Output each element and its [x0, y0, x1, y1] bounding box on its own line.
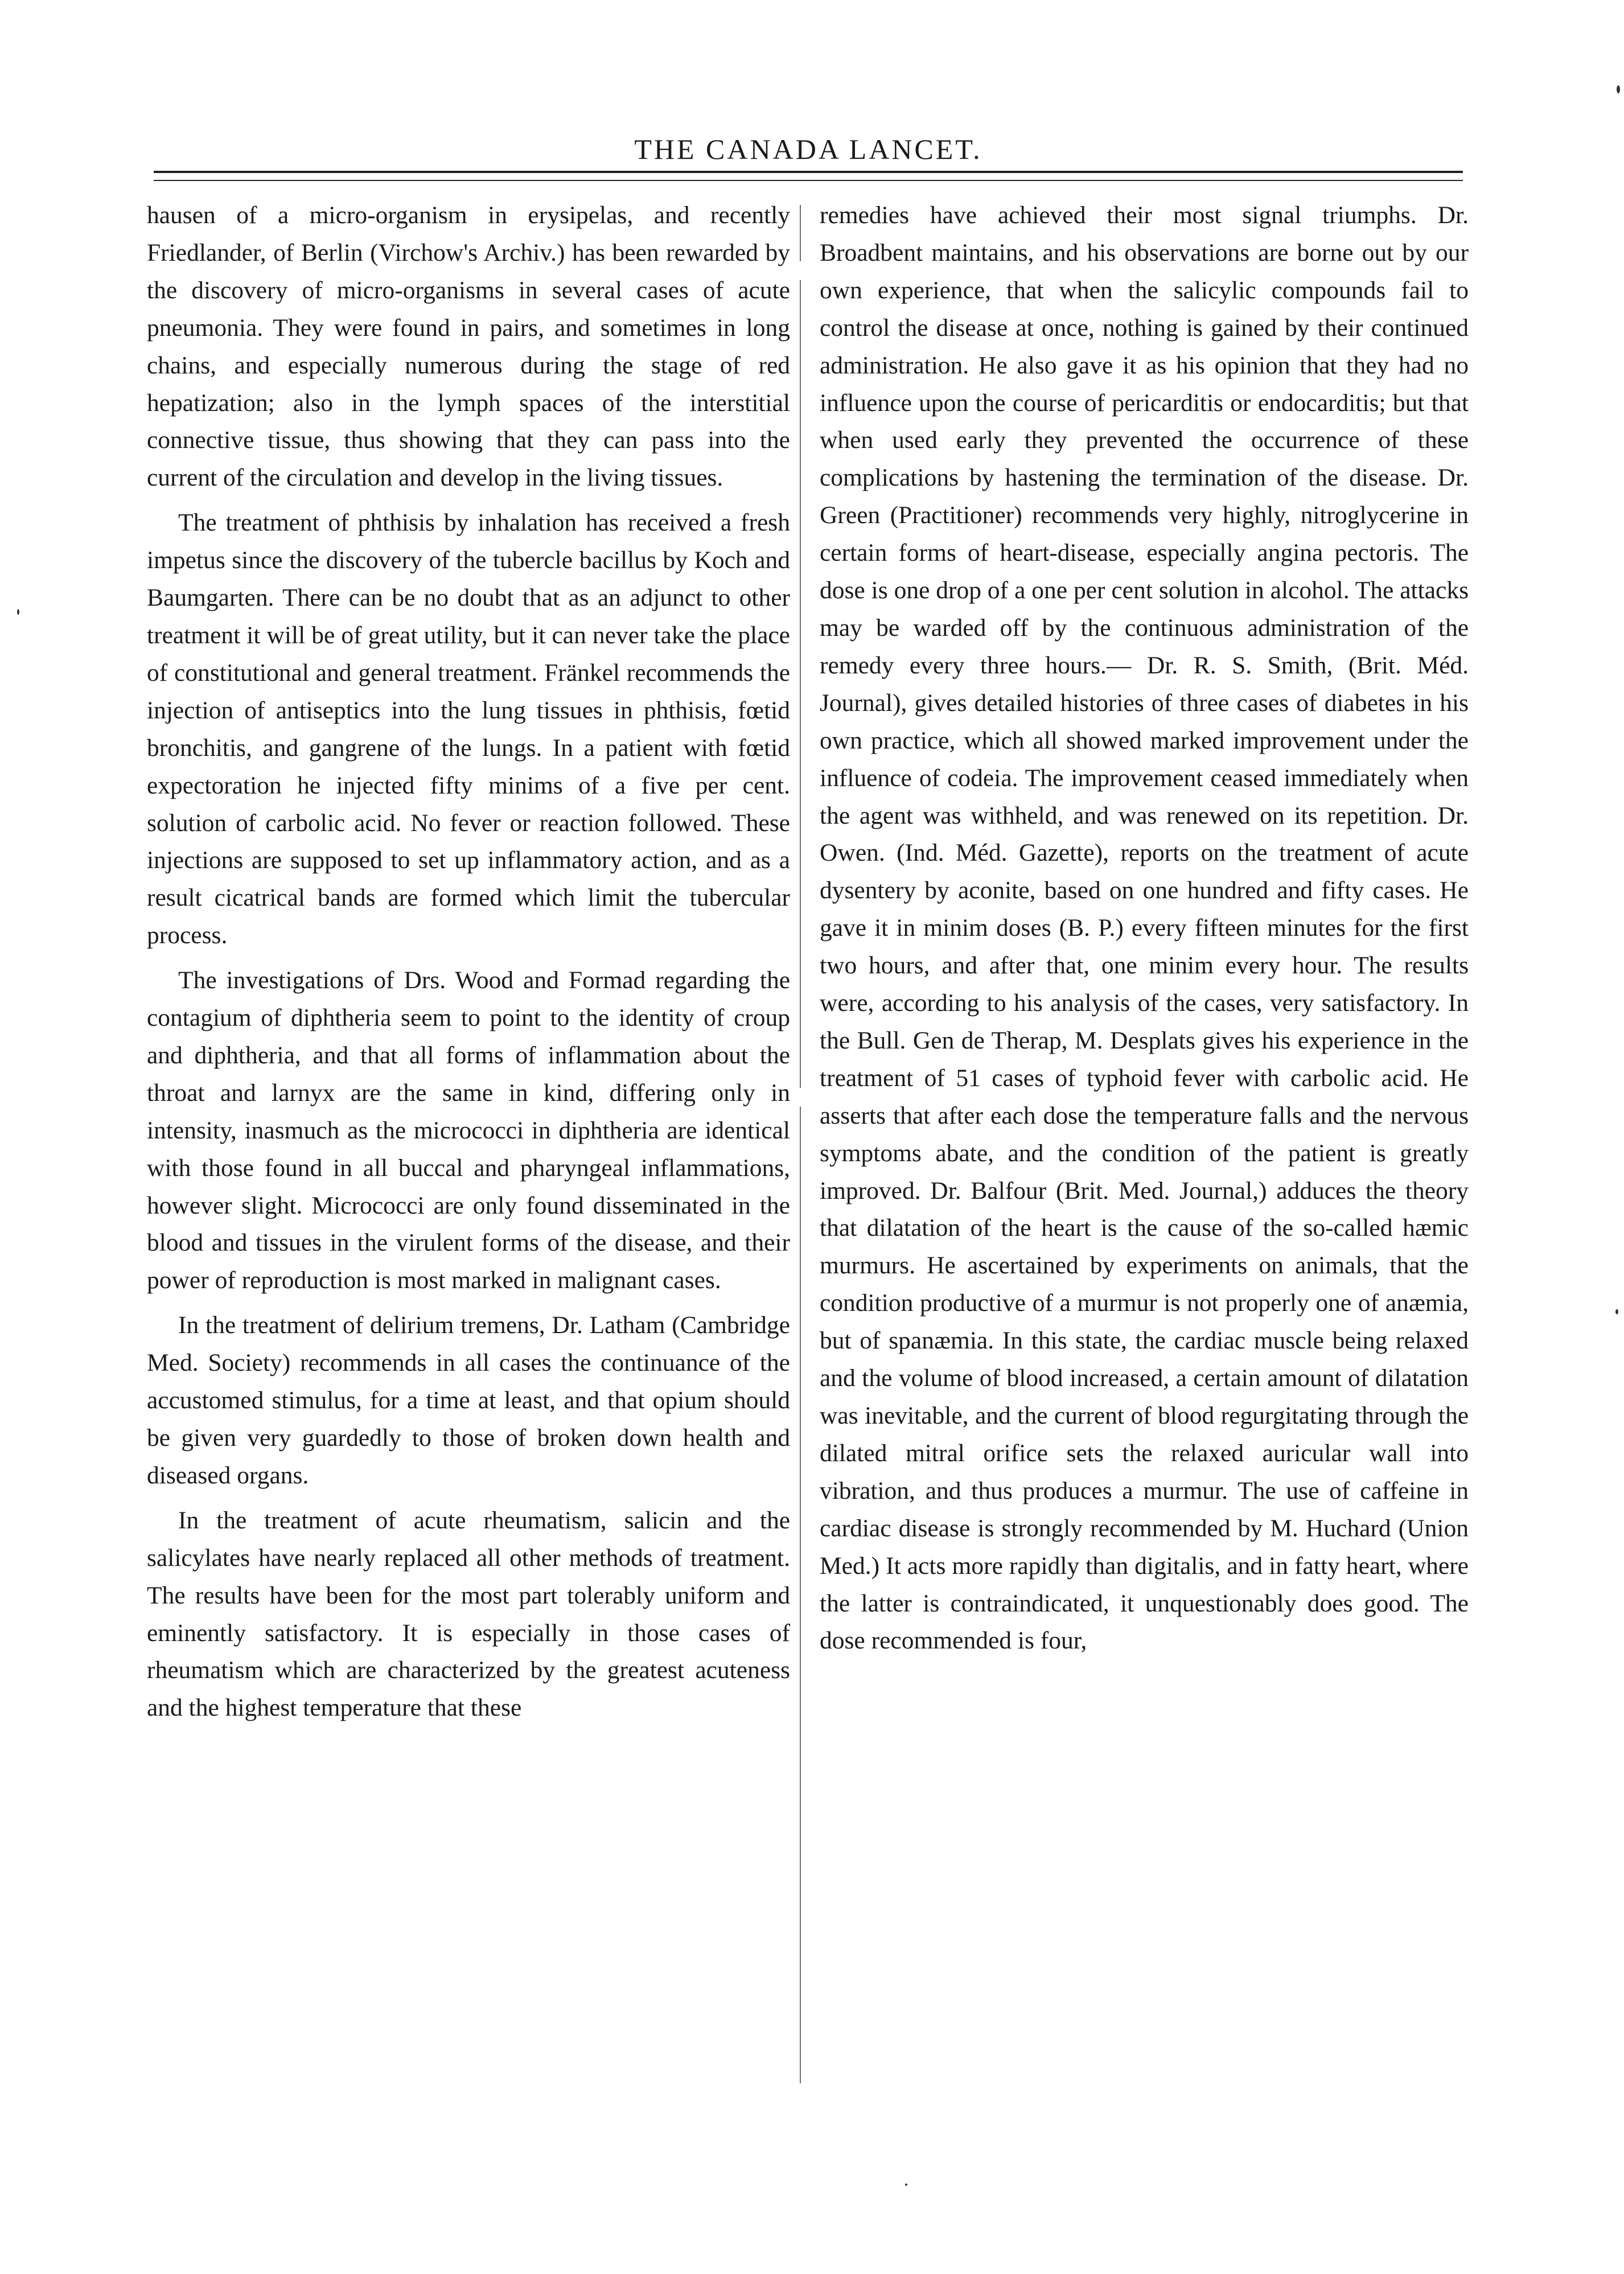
scan-speck [1617, 85, 1620, 93]
left-column [147, 197, 790, 1727]
right-column [820, 197, 1469, 1660]
paragraph: remedies have achieved their most signal triumphs. Dr. Broadbent maintains, and his observations are borne out by our own experience, that when the salicylic compounds fail to control the disease at once, nothing is gained by their continued administration. He also gave it as his opinion that they had no influence upon the course of pericarditis or endocarditis; but that when used early they prevented the occurrence of these complications by hastening the termination of the disease. Dr. Green (Practitioner) recommends very highly, nitroglycerine in certain forms of heart-disease, especially angina pectoris. The dose is one drop of a one per cent solution in alcohol. The attacks may be warded off by the continuous administration of the remedy every three hours.— Dr. R. S. Smith, (Brit. Méd. Journal), gives detailed histories of three cases of diabetes in his own practice, which all showed marked improvement under the influence of codeia. The improvement ceased immediately when the agent was withheld, and was renewed on its repetition. Dr. Owen. (Ind. Méd. Gazette), reports on the treatment of acute dysentery by aconite, based on one hundred and fifty cases. He gave it in minim doses (B. P.) every fifteen minutes for the first two hours, and after that, one minim every hour. The results were, according to his analysis of the cases, very satisfactory. In the Bull. Gen de Therap, M. Desplats gives his experience in the treatment of 51 cases of typhoid fever with carbolic acid. He asserts that after each dose the temperature falls and the nervous symptoms abate, and the condition of the patient is greatly improved. Dr. Balfour (Brit. Med. Journal,) adduces the theory that dilatation of the heart is the cause of the so-called hæmic murmurs. He ascertained by experiments on animals, that the condition productive of a murmur is not properly one of anæmia, but of spanæmia. In this state, the cardiac muscle being relaxed and the volume of blood increased, a certain amount of dilatation was inevitable, and the current of blood regurgitating through the dilated mitral orifice sets the relaxed auricular wall into vibration, and thus produces a murmur. The use of caffeine in cardiac disease is strongly recommended by M. Huchard (Union Med.) It acts more rapidly than digitalis, and in fatty heart, where the latter is contraindicated, it unquestionably does good. The dose recommended is four, [820, 202, 1469, 1655]
paragraph: The treatment of phthisis by inhalation has received a fresh impetus since the discovery of the tubercle bacillus by Koch and Baumgarten. There can be no doubt that as an adjunct to other treatment it will be of great utility, but it can never take the place of constitutional and general treatment. Fränkel recommends the injection of antiseptics into the lung tissues in phthisis, fœtid bronchitis, and gangrene of the lungs. In a patient with fœtid expectoration he injected fifty minims of a five per cent. solution of carbolic acid. No fever or reaction followed. These injections are supposed to set up inflammatory action, and as a result cicatrical bands are formed which limit the tubercular process. [147, 509, 790, 949]
paragraph: In the treatment of acute rheumatism, salicin and the salicylates have nearly replaced all other methods of treatment. The results have been for the most part tolerably uniform and eminently satisfactory. It is especially in those cases of rheumatism which are characterized by the greatest acuteness and the highest temperature that these [147, 1506, 790, 1722]
header-rule-thick [154, 171, 1463, 173]
scan-speck [905, 2183, 907, 2186]
scan-speck [1615, 1309, 1618, 1314]
page-title: THE CANADA LANCET. [634, 133, 982, 165]
paragraph: The investigations of Drs. Wood and Formad regarding the contagium of diphtheria seem to point to the identity of croup and diphtheria, and that all forms of inflammation about the throat and larnyx are the same in kind, differing only in intensity, inasmuch as the micrococci in diphtheria are identical with those found in all buccal and pharyngeal inflammations, however slight. Micrococci are only found disseminated in the blood and tissues in the virulent forms of the disease, and their power of reproduction is most marked in malignant cases. [147, 967, 790, 1294]
scan-speck [17, 609, 19, 615]
column-divider [800, 205, 801, 2083]
paragraph: In the treatment of delirium tremens, Dr. Latham (Cambridge Med. Society) recommends in all cases the continuance of the accustomed stimulus, for a time at least, and that opium should be given very guardedly to those of broken down health and diseased organs. [147, 1311, 790, 1489]
paragraph: hausen of a micro-organism in erysipelas, and recently Friedlander, of Berlin (Virchow's Archiv.) has been rewarded by the discovery of micro-organisms in several cases of acute pneumonia. They were found in pairs, and sometimes in long chains, and especially numerous during the stage of red hepatization; also in the lymph spaces of the interstitial connective tissue, thus showing that they can pass into the current of the circulation and develop in the living tissues. [147, 202, 790, 492]
header-rule-thin [154, 180, 1463, 181]
